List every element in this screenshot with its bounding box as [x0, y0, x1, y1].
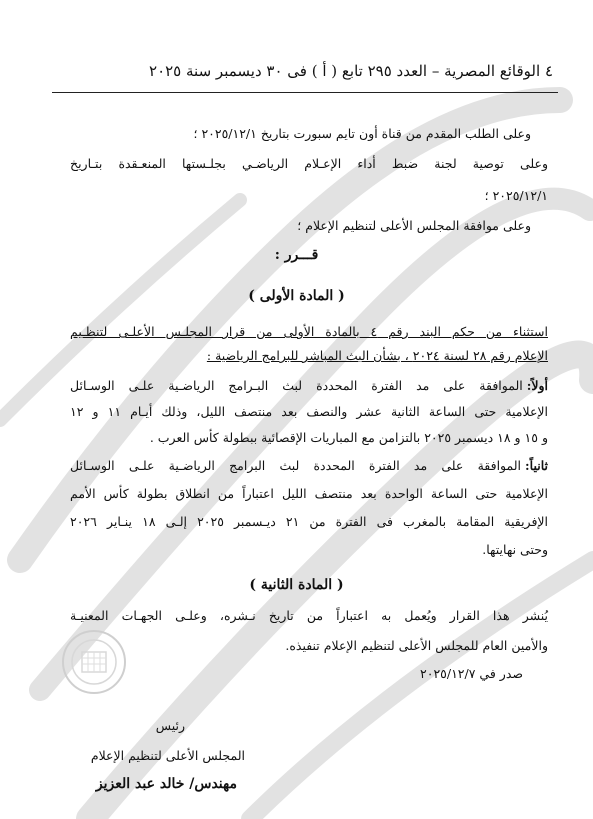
- article-1-first-line-3: و ١٥ و ١٨ ديسمبر ٢٠٢٥ بالتزامن مع المباريات الإقصائية ببطولة كأس العرب .: [149, 430, 548, 445]
- first-text-line-1: الموافقة على مد الفترة المحددة لبث البـرامج الرياضـية علـى الوسـائل: [70, 378, 523, 393]
- preamble-line-1: وعلى الطلب المقدم من قناة أون تايم سبورت بتاريخ ٢٠٢٥/١٢/١ ؛: [193, 126, 531, 141]
- issue-date: صدر في ٢٠٢٥/١٢/٧: [420, 666, 523, 681]
- preamble-line-3: ٢٠٢٥/١٢/١ ؛: [484, 188, 548, 203]
- article-1-first-line-1: [70, 376, 548, 396]
- article-2-line-2: والأمين العام للمجلس الأعلى لتنظيم الإعلام تنفيذه.: [285, 638, 548, 653]
- decision-heading: قـــرر :: [274, 247, 319, 263]
- article-1-heading: ( المادة الأولى ): [248, 288, 345, 304]
- article-1-second-line-2: الإعلامية حتى الساعة الواحدة بعد منتصف الليل اعتباراً من انطلاق بطولة كأس الأمم: [70, 486, 548, 501]
- article-1-second-line-1: [70, 456, 548, 476]
- header-divider: [52, 92, 558, 93]
- preamble-line-2: وعلى توصية لجنة ضبط أداء الإعـلام الرياضـي بجلـستها المنعـقدة بتـاريخ: [70, 156, 548, 171]
- preamble-line-4: وعلى موافقة المجلس الأعلى لتنظيم الإعلام ؛: [297, 218, 531, 233]
- article-1-intro-line-1: استثناء من حكم البند رقم ٤ بالمادة الأولى من قرار المجلـس الأعلـى لتنظـيم: [70, 324, 548, 339]
- article-1-second-line-3: الإفريقية المقامة بالمغرب فى الفترة من ٢١ ديـسمبر ٢٠٢٥ إلـى ١٨ ينـاير ٢٠٢٦: [70, 514, 549, 529]
- article-1-first-line-2: الإعلامية حتى الساعة الثانية عشر والنصف بعد منتصف الليل، وذلك أيـام ١١ و ١٢: [70, 404, 549, 419]
- first-label: أولاً:: [526, 378, 548, 393]
- second-text-line-1: الموافقة على مد الفترة المحددة لبث البرامج الرياضـية علـى الوسـائل: [70, 458, 522, 473]
- ministry-seal-icon: [60, 628, 128, 696]
- article-2-heading: ( المادة الثانية ): [249, 577, 344, 593]
- article-1-intro-line-2: الإعلام رقم ٢٨ لسنة ٢٠٢٤ ، بشأن البث المباشر للبرامج الرياضية :: [206, 348, 548, 363]
- signature-org: المجلس الأعلى لتنظيم الإعلام: [90, 748, 245, 763]
- second-label: ثانياً:: [525, 458, 548, 473]
- signature-title: رئيس: [155, 718, 185, 733]
- page-header: ٤ الوقائع المصرية – العدد ٢٩٥ تابع ( أ ) فى ٣٠ ديسمبر سنة ٢٠٢٥: [149, 62, 553, 80]
- signature-name: مهندس/ خالد عبد العزيز: [95, 776, 237, 792]
- article-2-line-1: يُنشر هذا القرار ويُعمل به اعتباراً من تاريخ نـشره، وعلـى الجهـات المعنيـة: [70, 608, 548, 623]
- article-1-second-line-4: وحتى نهايتها.: [482, 542, 548, 557]
